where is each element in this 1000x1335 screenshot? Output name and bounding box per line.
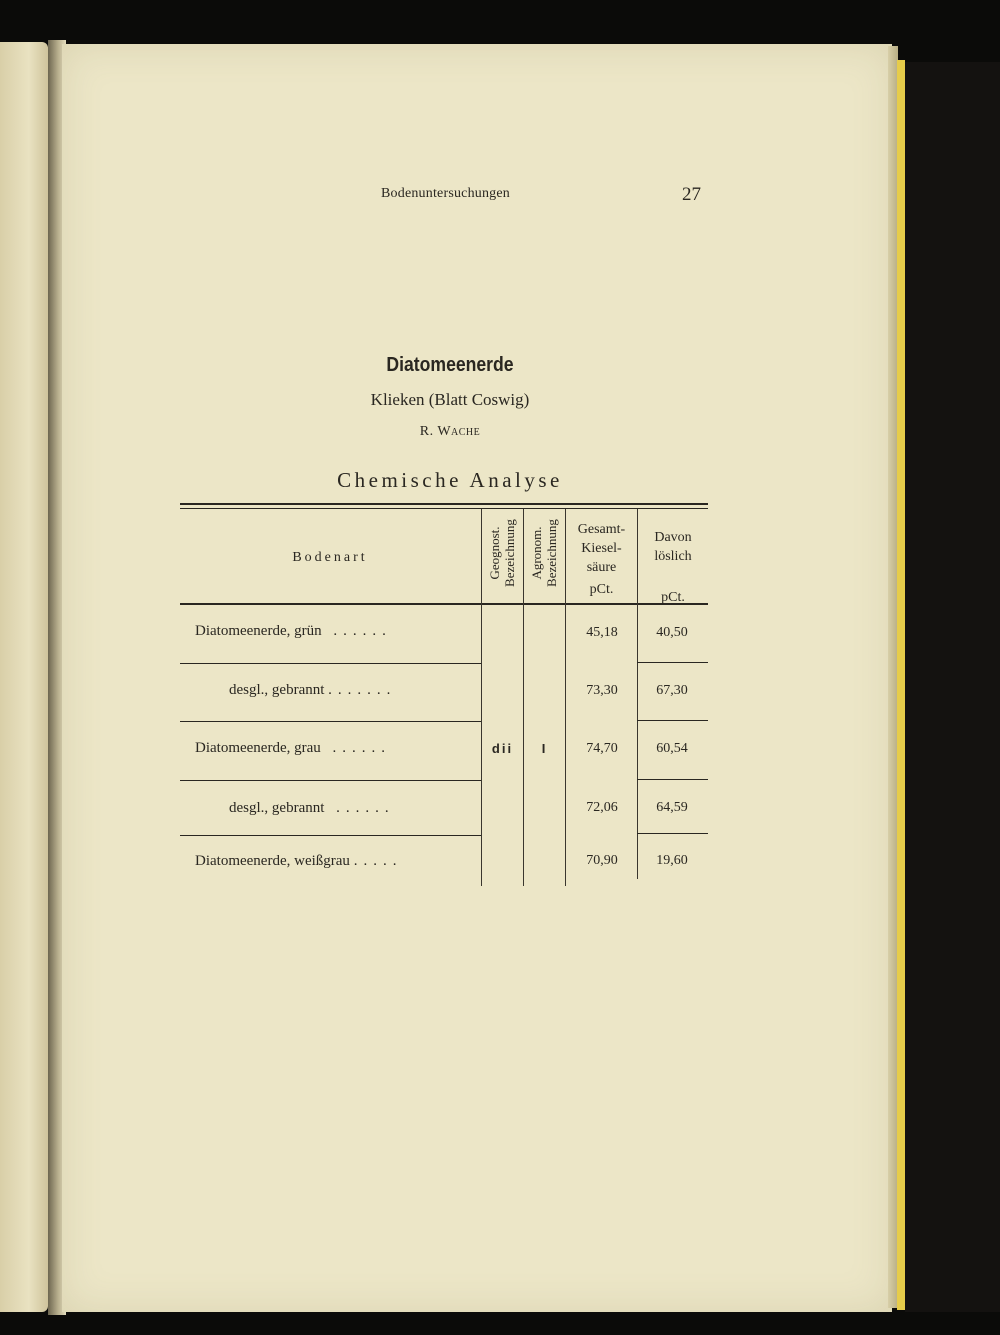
header-davon	[638, 528, 708, 607]
header-geognost-line1: Geognost.	[487, 526, 502, 580]
header-agronom-line2: Bezeichnung	[544, 519, 559, 587]
row-separator	[637, 720, 708, 721]
header-bodenart: Bodenart	[292, 550, 368, 565]
table-cell-davon: 60,54	[656, 741, 688, 756]
table-row-label	[229, 800, 395, 817]
table-cell-davon: 64,59	[656, 800, 688, 815]
table-row-label	[195, 853, 402, 870]
header-gesamt-unit: pCt.	[589, 582, 614, 597]
header-davon-line2: löslich	[654, 549, 692, 564]
row-leader: ......	[332, 740, 392, 756]
author: R. Wache	[419, 424, 481, 439]
header-geognost-line2: Bezeichnung	[502, 519, 517, 587]
row-name: Diatomeenerde, grün	[195, 623, 322, 639]
header-geognost	[487, 493, 517, 613]
table-top-rule-thin	[180, 508, 708, 509]
header-agronom	[529, 493, 559, 613]
row-separator	[637, 833, 708, 834]
table-top-rule	[180, 503, 708, 505]
left-page-edge	[0, 42, 48, 1312]
table-row-label	[195, 623, 392, 640]
book-cover	[905, 62, 1000, 1312]
table-cell-gesamt: 74,70	[586, 741, 618, 756]
row-separator	[180, 780, 481, 781]
row-separator	[637, 662, 708, 663]
geognost-code: dii	[491, 741, 514, 756]
header-gesamt-line3: säure	[586, 560, 617, 575]
header-gesamt-line1: Gesamt-	[577, 522, 626, 537]
table-row-label	[195, 740, 391, 757]
table-cell-davon: 67,30	[656, 683, 688, 698]
column-divider	[481, 509, 482, 886]
table-cell-gesamt: 45,18	[586, 625, 618, 640]
table-row-label	[229, 682, 396, 699]
row-separator	[180, 835, 481, 836]
row-name: Diatomeenerde, grau	[195, 740, 321, 756]
table-cell-gesamt: 73,30	[586, 683, 618, 698]
running-head: Bodenuntersuchungen	[381, 186, 510, 201]
analysis-title: Chemische Analyse	[337, 468, 563, 492]
header-davon-unit: pCt.	[661, 590, 685, 605]
row-name: desgl., gebrannt	[229, 682, 325, 698]
header-gesamt	[566, 520, 637, 599]
header-gesamt-line2: Kiesel-	[581, 541, 622, 556]
page	[62, 44, 892, 1312]
table-cell-gesamt: 70,90	[586, 853, 618, 868]
table-cell-davon: 19,60	[656, 853, 688, 868]
page-number: 27	[682, 184, 701, 205]
section-subtitle: Klieken (Blatt Coswig)	[370, 390, 530, 409]
row-leader: .......	[328, 682, 397, 698]
row-leader: ......	[333, 623, 392, 639]
column-divider	[523, 509, 524, 886]
row-separator	[180, 721, 481, 722]
table-header-rule	[180, 603, 708, 605]
row-name: desgl., gebrannt	[229, 800, 325, 816]
section-title: Diatomeenerde	[386, 354, 514, 376]
row-leader: .....	[353, 853, 403, 869]
table-cell-davon: 40,50	[656, 625, 688, 640]
table-cell-gesamt: 72,06	[586, 800, 618, 815]
row-separator	[180, 663, 481, 664]
row-name: Diatomeenerde, weißgrau	[195, 853, 350, 869]
agronom-code: I	[541, 741, 548, 756]
row-leader: ......	[336, 800, 395, 816]
header-agronom-line1: Agronom.	[529, 526, 544, 580]
header-davon-line1: Davon	[654, 530, 692, 545]
row-separator	[637, 779, 708, 780]
bookmark-strip	[897, 60, 905, 1310]
